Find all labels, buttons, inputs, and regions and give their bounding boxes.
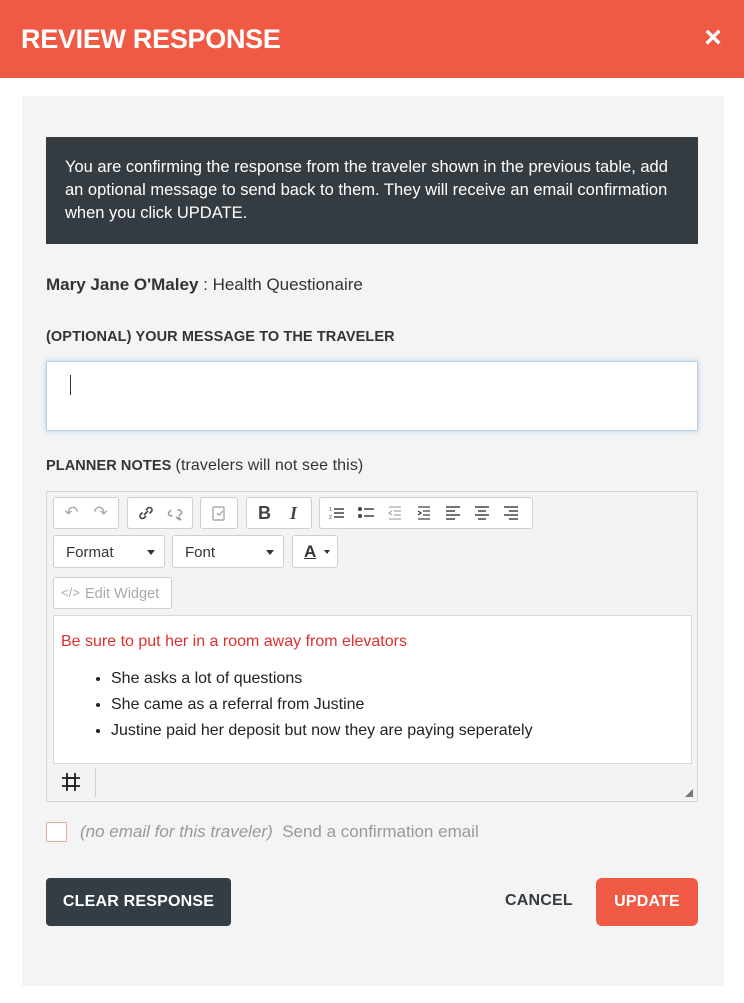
- text-color-icon: A: [304, 542, 317, 561]
- traveler-separator: :: [198, 275, 213, 294]
- bold-icon[interactable]: B: [258, 502, 271, 523]
- undo-icon[interactable]: ↶: [64, 503, 79, 522]
- cancel-button[interactable]: CANCEL: [505, 892, 573, 909]
- paste-icon[interactable]: [204, 498, 233, 528]
- info-message: You are confirming the response from the traveler shown in the previous table, add an optional message to send back to them. They will receive an email confirmation when you click UPDATE.: [46, 137, 698, 244]
- redo-icon[interactable]: ↷: [93, 503, 108, 522]
- list-item: • Justine paid her deposit but now they are paying seperately: [111, 721, 533, 747]
- format-select-label: Format: [66, 544, 114, 561]
- italic-icon[interactable]: I: [289, 502, 297, 523]
- list-item: • She came as a referral from Justine: [111, 695, 533, 721]
- clear-response-button[interactable]: CLEAR RESPONSE: [46, 878, 231, 926]
- confirmation-email-checkbox[interactable]: [46, 822, 67, 842]
- chevron-down-icon: [147, 550, 155, 555]
- traveler-line: [46, 275, 363, 295]
- editor-footer: [47, 765, 697, 801]
- notes-label-title: PLANNER NOTES: [46, 458, 172, 474]
- align-center-icon[interactable]: [467, 498, 496, 528]
- bullet-list-icon[interactable]: [351, 498, 380, 528]
- font-select-label: Font: [185, 544, 216, 561]
- modal-title: REVIEW RESPONSE: [21, 24, 281, 54]
- notes-content[interactable]: [53, 615, 692, 764]
- toolbar-paragraph-group: [319, 497, 533, 529]
- toolbar-paste-group: [200, 497, 238, 529]
- note-highlight: Be sure to put her in a room away from elevators: [61, 633, 407, 650]
- chevron-down-icon: [266, 550, 274, 555]
- edit-widget-button[interactable]: [53, 577, 172, 609]
- text-color-button[interactable]: [292, 535, 338, 568]
- link-icon[interactable]: [131, 498, 160, 528]
- list-item: • She asks a lot of questions: [111, 669, 533, 695]
- notes-label: [46, 457, 363, 475]
- outdent-icon[interactable]: [380, 498, 409, 528]
- svg-text:2: 2: [328, 515, 332, 521]
- form-name: Health Questionaire: [212, 275, 363, 294]
- message-label: (OPTIONAL) YOUR MESSAGE TO THE TRAVELER: [46, 329, 395, 345]
- chevron-down-icon: [324, 550, 330, 554]
- edit-widget-label: Edit Widget: [85, 586, 160, 602]
- note-bullets: [111, 669, 533, 747]
- toolbar-undo-group: [53, 497, 119, 529]
- footer-divider: [95, 768, 96, 797]
- unlink-icon[interactable]: [160, 498, 189, 528]
- notes-label-sub: (travelers will not see this): [175, 457, 364, 474]
- no-email-note: (no email for this traveler): [80, 822, 273, 841]
- traveler-name: Mary Jane O'Maley: [46, 275, 199, 294]
- update-button[interactable]: UPDATE: [596, 878, 698, 926]
- indent-icon[interactable]: [409, 498, 438, 528]
- svg-text:1: 1: [328, 507, 332, 513]
- planner-notes-editor: [46, 491, 698, 802]
- align-right-icon[interactable]: [496, 498, 525, 528]
- align-left-icon[interactable]: [438, 498, 467, 528]
- toolbar-style-group: [246, 497, 312, 529]
- resize-handle-icon[interactable]: [685, 789, 693, 797]
- widget-grid-icon[interactable]: [60, 771, 82, 799]
- modal-header: [0, 0, 744, 78]
- send-email-text: Send a confirmation email: [282, 822, 479, 841]
- text-cursor: [70, 375, 71, 395]
- numbered-list-icon[interactable]: [322, 498, 351, 528]
- close-icon[interactable]: ×: [704, 21, 722, 54]
- message-input[interactable]: [46, 361, 698, 431]
- toolbar-link-group: [127, 497, 193, 529]
- code-icon: </>: [61, 585, 80, 600]
- format-select[interactable]: [53, 535, 165, 568]
- font-select[interactable]: [172, 535, 284, 568]
- confirmation-email-label: [80, 822, 479, 842]
